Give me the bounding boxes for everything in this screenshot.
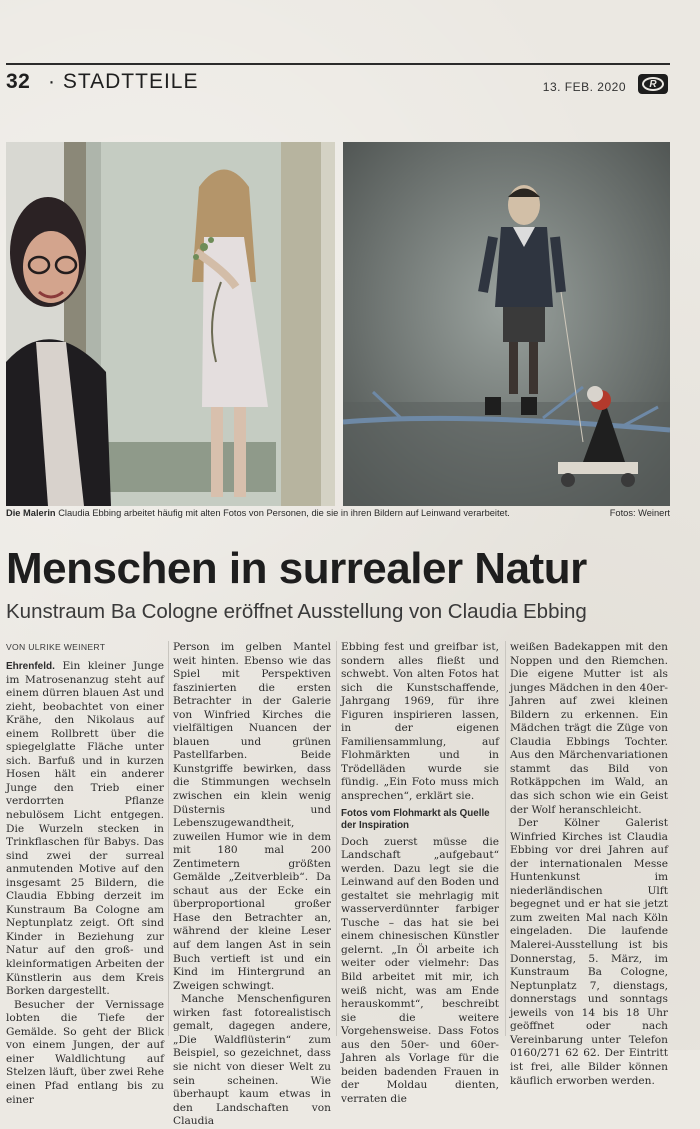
photo-artist-with-painting	[6, 142, 335, 506]
caption-text: Claudia Ebbing arbeitet häufig mit alten Fotos von Personen, die sie in ihren Bildern auf Leinwand verarbeitet.	[58, 508, 510, 518]
photo-credit: Fotos: Weinert	[609, 508, 670, 518]
photo-caption	[6, 508, 670, 518]
dateline: Ehrenfeld.	[6, 661, 55, 672]
paragraph: Der Kölner Galerist Winfried Kirches ist Claudia Ebbing vor drei Jahren auf der internationalen Messe Huntenkunst im niederländischen Ulft begegnet und er hat sie jetzt zum zweiten Mal nach Köln eingeladen. Die laufende Malerei-Ausstellung ist bis Donnerstag, 5. März, im Kunstraum Ba Cologne, Neptunplatz 7, dienstags, donnerstags und sonntags jeweils von 14 bis 18 Uhr geöffnet oder nach Vereinbarung unter Telefon 0160/271 62 62. Der Eintritt ist frei, alle Bilder können käuflich erworben werden.	[510, 817, 668, 1087]
headline: Menschen in surrealer Natur	[6, 544, 587, 593]
paragraph: Besucher der Vernissage lobten die Tiefe der Gemälde. So geht der Blick von einem Jungen, der auf einer Waldlichtung auf Stelzen läuft, über zwei Rehe einen Pfad entlang bis zu einer	[6, 998, 164, 1106]
subheadline: Kunstraum Ba Cologne eröffnet Ausstellung von Claudia Ebbing	[6, 600, 587, 623]
article-column-2	[173, 641, 331, 1129]
article-column-4	[510, 641, 668, 1088]
byline: VON ULRIKE WEINERT	[6, 642, 106, 652]
article-column-3	[341, 641, 499, 1107]
paragraph: weißen Badekappen mit den Noppen und den Riemchen. Die eigene Mutter ist als junges Mädchen in den 40er-Jahren auf zwei kleinen Bildern zu erkennen. Ein Mädchen trägt die Züge von Claudia Ebbings Tochter. Aus den Märchenvariationen stammt das Bild von Rotkäppchen im Wald, an das sich schon wie ein Geist der Wolf heranschleicht.	[510, 641, 668, 816]
caption-lead: Die Malerin	[6, 508, 56, 518]
section-title	[48, 70, 198, 94]
paragraph-text: Ein kleiner Junge im Matrosenanzug steht auf einem dürren blauen Ast und zieht, beobachtet von einer Krähe, den Nikolaus auf einem Rollbrett über die spiegelglatte Fläche unter sich. Barfuß und in kurzen Hosen hält ein anderer Junge den Trieb einer verdorrten Pflanze nebulösem Licht entgegen. Die Wurzeln stecken in Trinkflaschen für Babys. Das sind zwei der surreal anmutenden Motive auf den insgesamt 25 Bildern, die Claudia Ebbing derzeit im Kunstraum Ba Cologne am Neptunplatz zeigt. Oft sind Kinder in Beziehung zur Natur auf den groß- und kleinformatigen Arbeiten der Künstlerin aus dem Kreis Borken dargestellt.	[6, 660, 164, 998]
paragraph	[6, 660, 164, 999]
newspaper-logo	[638, 74, 668, 94]
photo-painting-boy	[343, 142, 670, 506]
intertitle: Fotos vom Flohmarkt als Quelle der Inspiration	[341, 807, 490, 832]
issue-date: 13. FEB. 2020	[542, 80, 626, 94]
masthead-rule	[6, 63, 670, 65]
page-number: 32	[6, 70, 31, 93]
section-separator: ·	[48, 70, 56, 93]
paragraph: Manche Menschenfiguren wirken fast fotorealistisch gemalt, dagegen andere, „Die Waldflüsterin“ zum Beispiel, so gezeichnet, dass sie nicht von dieser Welt zu sein scheinen. Wie überhaupt kaum etwas in den Landschaften von Claudia	[173, 993, 331, 1128]
paragraph: Doch zuerst müsse die Landschaft „aufgebaut“ werden. Dazu legt sie die Leinwand auf den Boden und gestaltet sie mehrlagig mit wasserverdünnter farbiger Tusche – das hat sie bei einem chinesischen Künstler gelernt. „In Öl arbeite ich weiter oder vielmehr: Das Bild arbeitet mit mir, ich weiß nicht, was am Ende herauskommt“, beschreibt sie die weitere Vorgehensweise. Dass Fotos aus den 50er- und 60er-Jahren als Vorlage für die beiden badenden Frauen in der Moldau dienten, verraten die	[341, 835, 499, 1105]
logo-mark: R	[642, 77, 664, 91]
article-column-1	[6, 660, 164, 1107]
column-divider	[168, 641, 169, 1036]
section-name: STADTTEILE	[62, 70, 199, 93]
column-divider	[336, 641, 337, 1036]
column-divider	[505, 641, 506, 1036]
paragraph: Person im gelben Mantel weit hinten. Ebenso wie das Spiel mit Perspektiven faszinierten die ersten Betrachter in der Galerie von Winfried Kirches die vielfältigen Nuancen der blauen und grünen Pastellfarben. Beide Kunstgriffe bewirken, dass die Stimmungen wechseln zwischen ein klein wenig Düsternis und Lebenszugewandtheit, zuweilen Humor wie in dem mit 180 mal 200 Zentimetern größten Gemälde „Zeitverbleib“. Da schaut aus der Ecke ein überproportional großer Hase den Betrachter an, während der kleine Leser auf dem langen Ast in sein Buch vertieft ist und ein Kind im Hintergrund an Zweigen schwingt.	[173, 641, 331, 992]
paragraph: Ebbing fest und greifbar ist, sondern alles fließt und schwebt. Von alten Fotos hat sich die Kunstschaffende, Jahrgang 1969, für ihre Figuren inspirieren lassen, in der eigenen Familiensammlung, auf Flohmärkten und in Trödelläden wurde sie fündig. „Ein Foto muss mich ansprechen“, erklärt sie.	[341, 641, 499, 803]
